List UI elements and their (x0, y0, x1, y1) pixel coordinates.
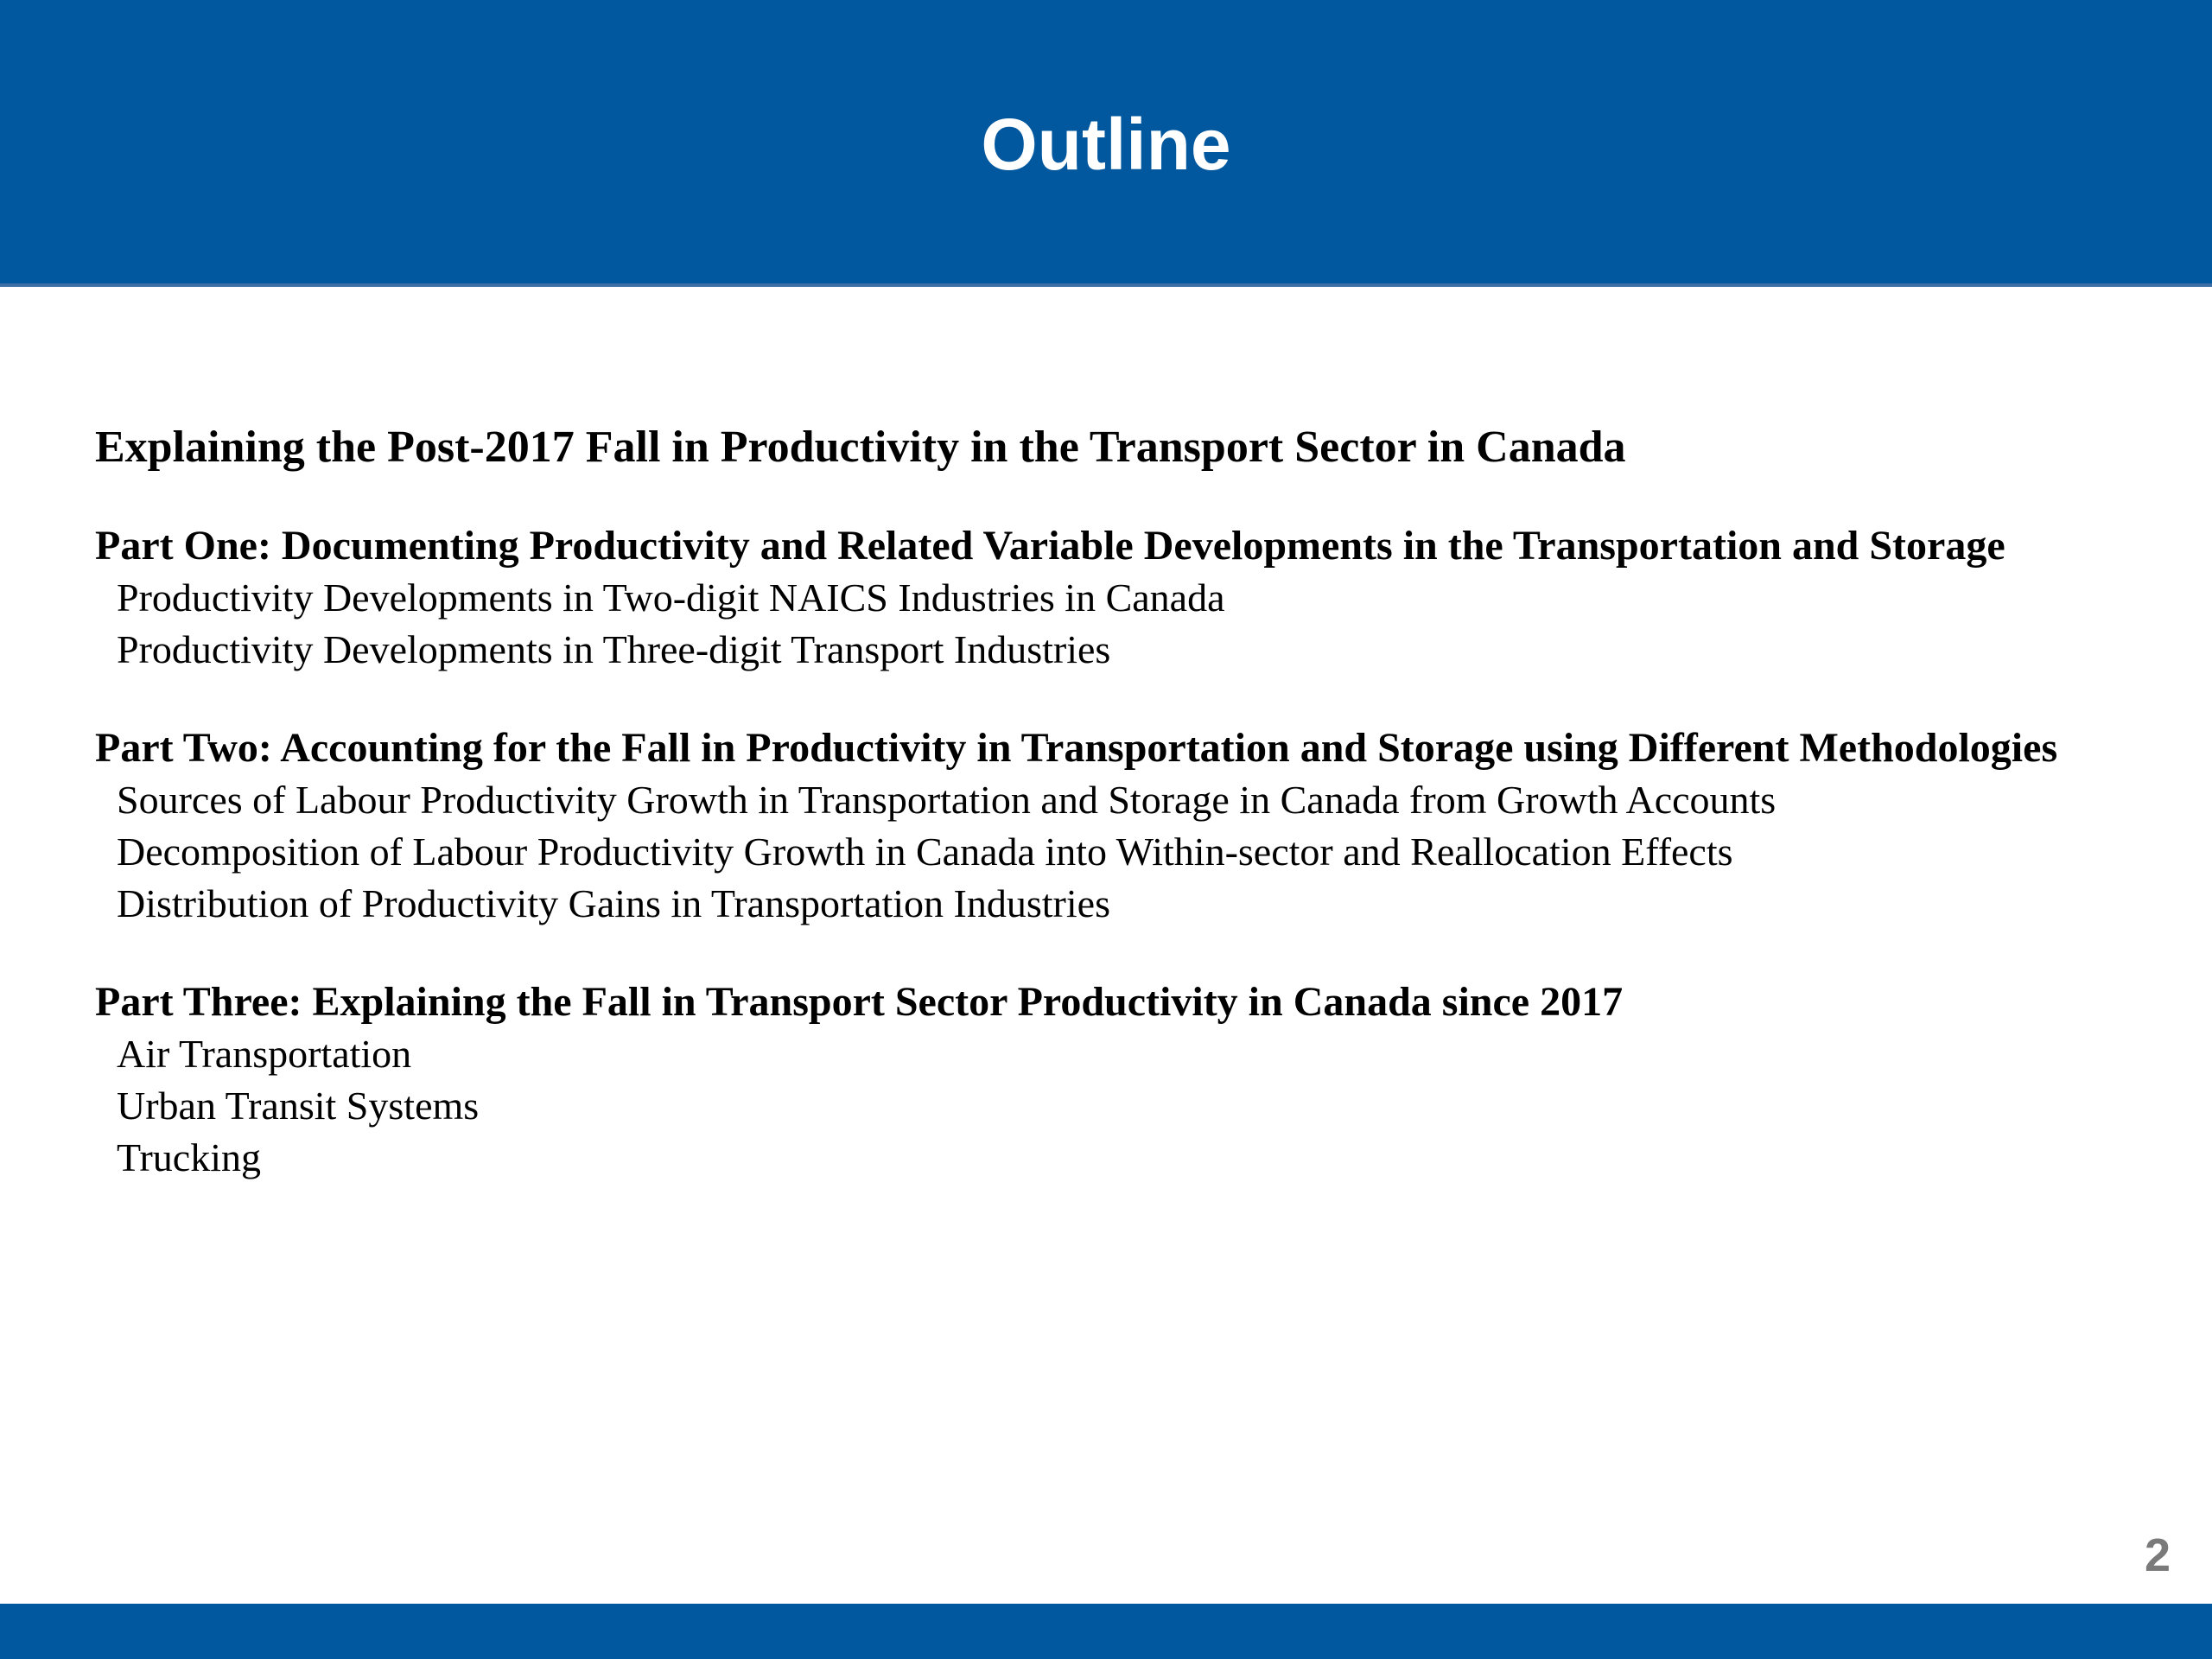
page-number: 2 (2144, 1529, 2171, 1581)
list-item: Distribution of Productivity Gains in Transportation Industries (117, 881, 1110, 925)
main-heading: Explaining the Post-2017 Fall in Productivity in the Transport Sector in Canada (95, 423, 1626, 472)
list-item: Air Transportation (117, 1032, 412, 1076)
list-item: Decomposition of Labour Productivity Growth in Canada into Within-sector and Reallocation Effects (117, 830, 1733, 874)
footer-band (0, 1604, 2212, 1659)
outline-content (95, 420, 2186, 1230)
list-item: Trucking (117, 1135, 261, 1179)
part-one-items (95, 572, 2186, 676)
part-one (95, 520, 2186, 676)
list-item: Urban Transit Systems (117, 1084, 480, 1128)
part-heading: Part Two: Accounting for the Fall in Productivity in Transportation and Storage using Different Methodologies (95, 725, 2058, 771)
part-two (95, 722, 2186, 930)
part-three-items (95, 1028, 2186, 1184)
list-item: Productivity Developments in Two-digit NAICS Industries in Canada (117, 575, 1225, 620)
part-two-items (95, 774, 2186, 930)
list-item: Sources of Labour Productivity Growth in Transportation and Storage in Canada from Growth Accounts (117, 778, 1777, 822)
part-heading: Part Three: Explaining the Fall in Transport Sector Productivity in Canada since 2017 (95, 979, 1624, 1025)
part-heading: Part One: Documenting Productivity and Related Variable Developments in the Transportation and Storage (95, 523, 2005, 569)
part-three (95, 976, 2186, 1184)
list-item: Productivity Developments in Three-digit Transport Industries (117, 627, 1111, 671)
slide-title: Outline (981, 104, 1231, 185)
